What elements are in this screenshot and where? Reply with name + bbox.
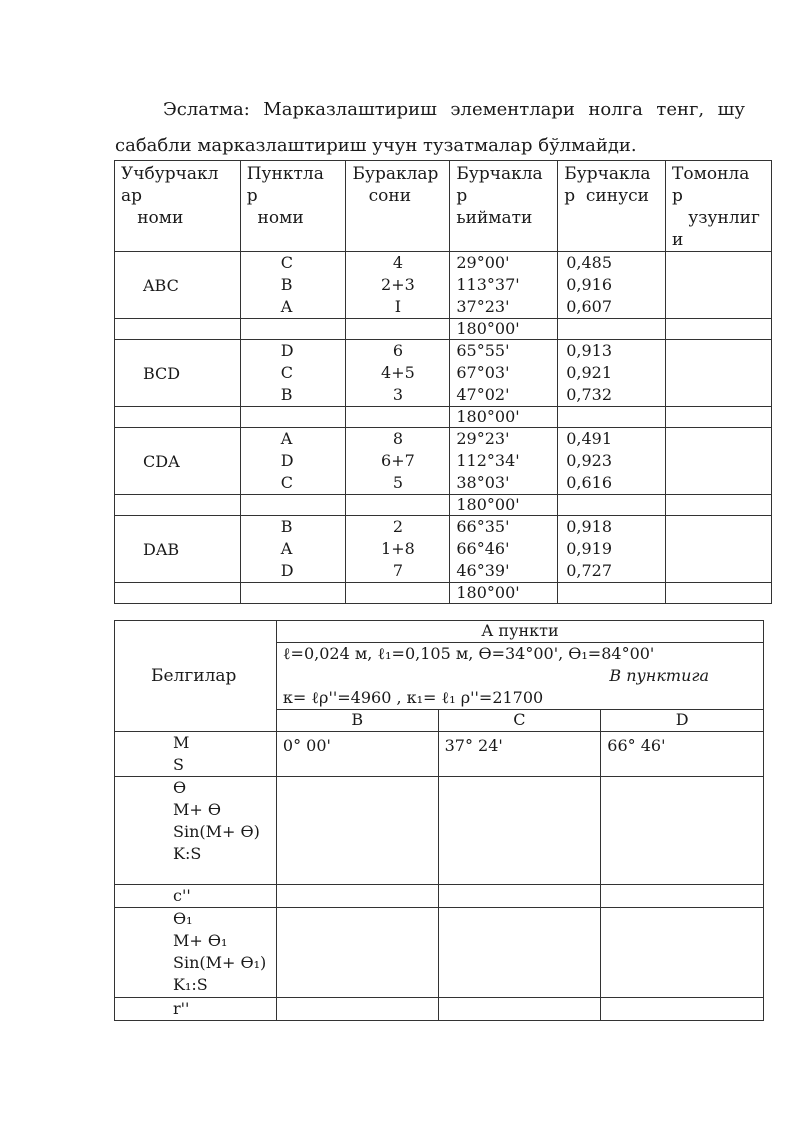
angle-value: 38°03' xyxy=(456,473,510,492)
sine-value: 0,916 xyxy=(566,275,613,294)
header-col-1 xyxy=(240,161,346,252)
counts xyxy=(346,252,450,319)
label-sin-m-plus-theta1: Sin(M+ Ө₁) xyxy=(173,953,267,972)
angle-value: 66°35' xyxy=(456,517,510,536)
angle-value: 47°02' xyxy=(456,385,510,404)
sine-value: 0,923 xyxy=(566,451,613,470)
count: 8 xyxy=(392,429,403,448)
sine-values xyxy=(558,516,666,583)
point-name: C xyxy=(280,473,293,492)
angle-values xyxy=(450,252,558,319)
count: 6+7 xyxy=(381,451,415,470)
header-col-3 xyxy=(450,161,558,252)
value-c-m: 37° 24' xyxy=(438,732,601,777)
note-line-1: Эслатма: Марказлаштириш элементлари нолга тенг, шу xyxy=(163,99,745,120)
angle-value: 29°23' xyxy=(456,429,510,448)
count: 7 xyxy=(392,561,403,580)
label-s: S xyxy=(173,755,184,774)
header-line: Учбурчакл xyxy=(121,164,219,184)
sum-row xyxy=(115,319,772,340)
count: 2+3 xyxy=(381,275,415,294)
header-line: ар xyxy=(121,186,143,206)
angle-values xyxy=(450,516,558,583)
header-col-5 xyxy=(666,161,772,252)
block5-labels xyxy=(115,998,277,1021)
point-names xyxy=(240,340,346,407)
point-name: A xyxy=(280,297,293,316)
angle-value: 65°55' xyxy=(456,341,510,360)
point-names xyxy=(240,516,346,583)
counts xyxy=(346,516,450,583)
header-line: Томонла xyxy=(672,164,750,184)
label-c: c'' xyxy=(173,886,191,905)
angle-values xyxy=(450,340,558,407)
block3-labels xyxy=(115,885,277,908)
count: 6 xyxy=(392,341,403,360)
sine-value: 0,921 xyxy=(566,363,613,382)
header-line: номи xyxy=(121,208,184,228)
point-name: B xyxy=(280,275,293,294)
header-line: р синуси xyxy=(564,186,649,206)
block1-labels xyxy=(115,732,277,777)
label-m: M xyxy=(173,733,190,752)
sum-row xyxy=(115,407,772,428)
table-row xyxy=(115,428,772,495)
header-line: сони xyxy=(352,186,412,206)
triangle-name: CDA xyxy=(115,428,241,495)
label-sin-m-plus-theta: Sin(M+ Ө) xyxy=(173,822,260,841)
block4-labels xyxy=(115,908,277,998)
col-c-header: C xyxy=(438,710,601,732)
sine-values xyxy=(558,428,666,495)
count: 2 xyxy=(392,517,403,536)
label-k-s: K:S xyxy=(173,844,202,863)
sine-value: 0,607 xyxy=(566,297,613,316)
sine-value: 0,491 xyxy=(566,429,613,448)
value-d-m: 66° 46' xyxy=(601,732,764,777)
header-line: номи xyxy=(246,208,304,228)
angle-values xyxy=(450,428,558,495)
triangle-name: ABC xyxy=(115,252,241,319)
triangles-table xyxy=(114,160,772,604)
sine-values xyxy=(558,252,666,319)
label-r: r'' xyxy=(173,999,190,1018)
point-name: D xyxy=(280,561,294,580)
point-name: D xyxy=(280,341,294,360)
header-line: узунлиг xyxy=(672,208,760,228)
point-name: B xyxy=(280,517,293,536)
counts xyxy=(346,340,450,407)
sum-row xyxy=(115,495,772,516)
params-line-3: к= ℓρ''=4960 , к₁= ℓ₁ ρ''=21700 xyxy=(282,688,544,707)
header-line: и xyxy=(672,230,684,250)
count: I xyxy=(394,297,402,316)
angle-value: 29°00' xyxy=(456,253,510,272)
count: 3 xyxy=(392,385,403,404)
params-line-1: ℓ=0,024 м, ℓ₁=0,105 м, Ө=34°00', Ө₁=84°00' xyxy=(282,644,655,663)
col-b-header: B xyxy=(276,710,438,732)
label-theta: Ө xyxy=(173,778,187,797)
counts xyxy=(346,428,450,495)
header-line: Бураклар xyxy=(352,164,439,184)
angle-value: 46°39' xyxy=(456,561,510,580)
sine-values xyxy=(558,340,666,407)
table-row xyxy=(115,340,772,407)
header-line: р xyxy=(246,186,258,206)
sine-value: 0,732 xyxy=(566,385,613,404)
angle-sum: 180°00' xyxy=(450,495,558,516)
sine-value: 0,913 xyxy=(566,341,613,360)
header-col-0 xyxy=(115,161,241,252)
point-a-title: А пункти xyxy=(276,621,763,643)
belgilar-header: Белгилар xyxy=(115,621,277,732)
angle-value: 113°37' xyxy=(456,275,520,294)
label-k1-s: K₁:S xyxy=(173,975,208,994)
header-col-2 xyxy=(346,161,450,252)
point-names xyxy=(240,252,346,319)
params-line-2: В пунктига xyxy=(609,666,709,685)
block2-labels xyxy=(115,777,277,885)
value-b-m: 0° 00' xyxy=(276,732,438,777)
count: 4 xyxy=(392,253,403,272)
sine-value: 0,485 xyxy=(566,253,613,272)
angle-value: 112°34' xyxy=(456,451,520,470)
label-theta1: Ө₁ xyxy=(173,909,193,928)
point-name: D xyxy=(280,451,294,470)
point-name: C xyxy=(280,363,293,382)
parameters-cell xyxy=(276,643,763,710)
header-line: Бурчакла xyxy=(456,164,543,184)
angle-value: 37°23' xyxy=(456,297,510,316)
angle-sum: 180°00' xyxy=(450,319,558,340)
angle-sum: 180°00' xyxy=(450,583,558,604)
angle-value: 66°46' xyxy=(456,539,510,558)
count: 1+8 xyxy=(381,539,415,558)
header-line: Бурчакла xyxy=(564,164,651,184)
point-names xyxy=(240,428,346,495)
triangle-name: BCD xyxy=(115,340,241,407)
count: 4+5 xyxy=(381,363,415,382)
sine-value: 0,918 xyxy=(566,517,613,536)
sine-value: 0,919 xyxy=(566,539,613,558)
triangle-name: DAB xyxy=(115,516,241,583)
col-d-header: D xyxy=(601,710,764,732)
centering-table xyxy=(114,620,764,1021)
table-row xyxy=(115,516,772,583)
header-line: р xyxy=(456,186,468,206)
header-line: ьиймати xyxy=(456,208,533,228)
header-col-4 xyxy=(558,161,666,252)
table-row xyxy=(115,252,772,319)
count: 5 xyxy=(392,473,403,492)
point-name: B xyxy=(280,385,293,404)
angle-sum: 180°00' xyxy=(450,407,558,428)
angle-value: 67°03' xyxy=(456,363,510,382)
point-name: A xyxy=(280,539,293,558)
sine-value: 0,616 xyxy=(566,473,613,492)
header-line: р xyxy=(672,186,683,206)
label-m-plus-theta: M+ Ө xyxy=(173,800,221,819)
point-name: A xyxy=(280,429,293,448)
sum-row xyxy=(115,583,772,604)
note xyxy=(115,92,745,164)
header-line: Пунктла xyxy=(246,164,324,184)
label-m-plus-theta1: M+ Ө₁ xyxy=(173,931,228,950)
note-line-2: сабабли марказлаштириш учун тузатмалар бўлмайди. xyxy=(115,135,637,156)
sine-value: 0,727 xyxy=(566,561,613,580)
point-name: C xyxy=(280,253,293,272)
